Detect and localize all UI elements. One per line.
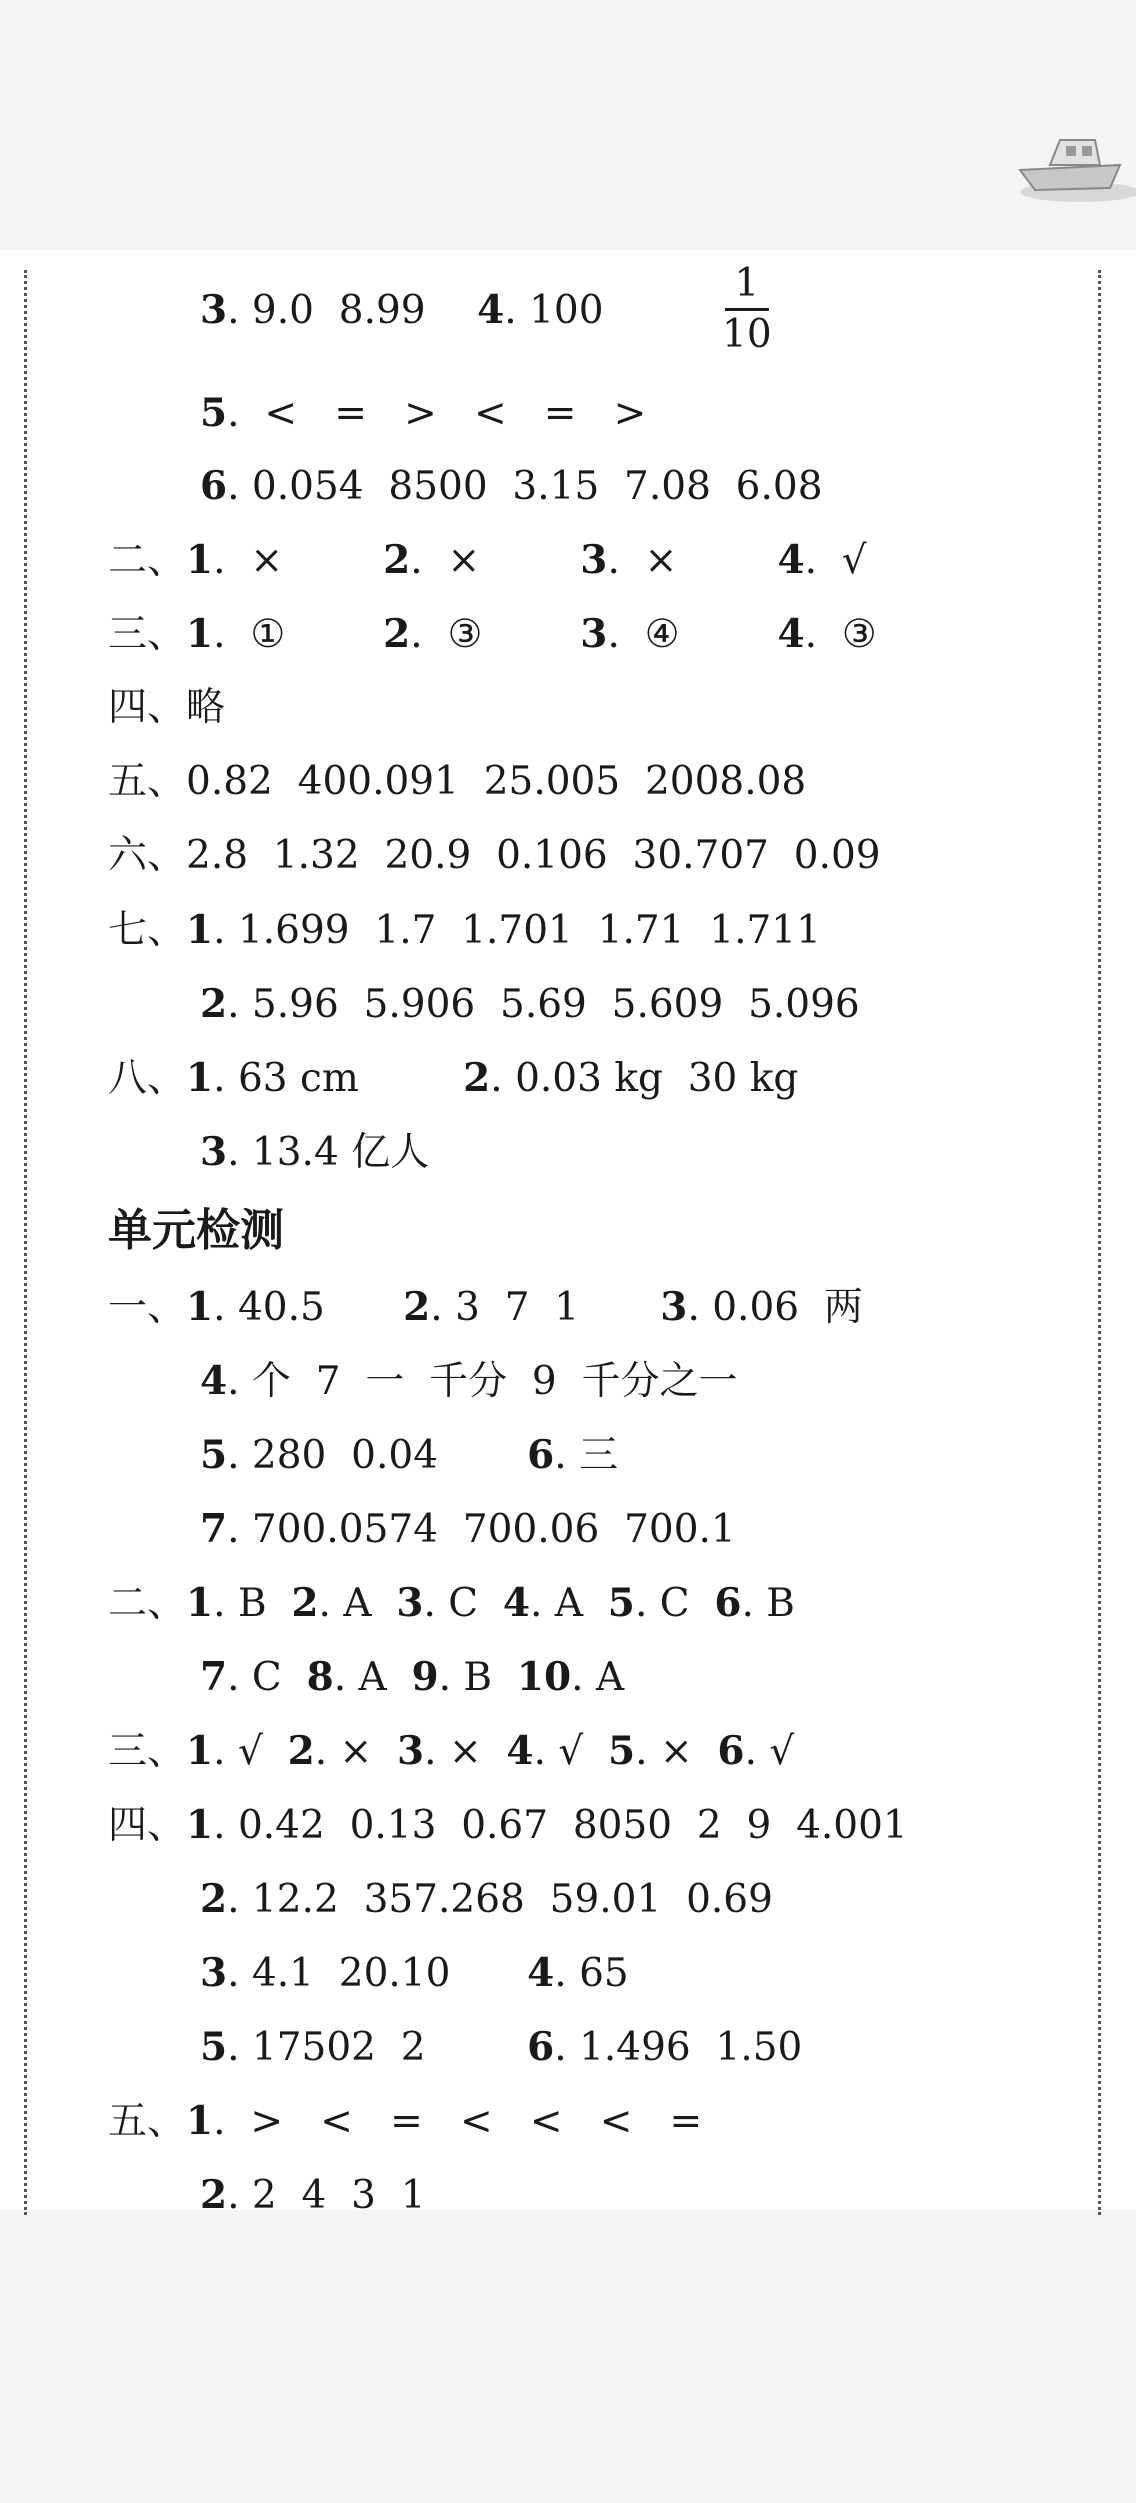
question-number: 2 — [383, 611, 411, 657]
answer-text: . 1.496 1.50 — [554, 2025, 803, 2070]
question-number: 2 — [291, 1580, 319, 1626]
answer-text: . 40.5 — [213, 1285, 325, 1330]
answer-text: . ① — [213, 612, 286, 657]
question-number: 2 — [200, 1876, 228, 1922]
answer-line — [200, 2165, 426, 2225]
question-number: 1 — [186, 1728, 214, 1774]
question-number: 6 — [527, 1432, 555, 1478]
question-number: 1 — [186, 611, 214, 657]
answer-text: . √ — [744, 1729, 795, 1774]
question-number: 5 — [200, 1432, 228, 1478]
question-number: 3 — [397, 1728, 425, 1774]
answer-text: . 2 4 3 1 — [227, 2173, 426, 2218]
answer-line — [200, 1122, 429, 1182]
bottom-margin — [0, 2210, 1136, 2503]
question-number: 8 — [306, 1654, 334, 1700]
answer-text: . 12.2 357.268 59.01 0.69 — [227, 1877, 773, 1922]
answer-line — [108, 1573, 795, 1633]
answer-text: . 65 — [554, 1951, 629, 1996]
question-number: 1 — [186, 537, 214, 583]
answer-text: . A — [318, 1581, 397, 1626]
question-number: 5 — [607, 1580, 635, 1626]
answer-text: . ③ — [804, 612, 877, 657]
answer-text: . A — [530, 1581, 608, 1626]
question-number: 2 — [200, 981, 228, 1027]
answer-text: . 63 cm — [213, 1056, 359, 1101]
answer-text: . √ — [804, 538, 867, 583]
answer-text: . B — [741, 1581, 795, 1626]
question-number: 3 — [200, 287, 228, 333]
question-number: 3 — [580, 537, 608, 583]
question-number: 6 — [714, 1580, 742, 1626]
answer-text: . × — [635, 1729, 718, 1774]
question-number: 2 — [200, 2172, 228, 2218]
question-number: 9 — [411, 1654, 439, 1700]
left-dotted-border — [24, 270, 27, 2215]
question-number: 4 — [527, 1950, 555, 1996]
question-number: 6 — [200, 463, 228, 509]
answer-text: . 13.4 亿人 — [227, 1130, 430, 1175]
answer-text: 四、略 — [108, 685, 226, 730]
answer-text: . C — [423, 1581, 503, 1626]
answer-text: 六、2.8 1.32 20.9 0.106 30.707 0.09 — [108, 833, 881, 878]
fraction-numerator: 1 — [734, 261, 760, 306]
question-number: 1 — [186, 1802, 214, 1848]
answer-text: . C — [227, 1655, 307, 1700]
answer-text: . B — [438, 1655, 517, 1700]
boat-illustration-icon — [1000, 110, 1136, 210]
answer-text: . < = > < = > — [227, 391, 647, 436]
answer-text: 一、 — [108, 1285, 187, 1330]
fraction-one-tenth — [722, 262, 772, 357]
answer-text: . 5.96 5.906 5.69 5.609 5.096 — [227, 982, 860, 1027]
answer-line — [108, 752, 806, 812]
answer-text: 三、 — [108, 1729, 187, 1774]
answer-text: . × — [314, 1729, 398, 1774]
question-number: 4 — [777, 537, 805, 583]
question-number: 4 — [777, 611, 805, 657]
answer-text: . 0.06 两 — [687, 1285, 863, 1330]
answer-text: . 0.054 8500 3.15 7.08 6.08 — [227, 464, 823, 509]
answer-line — [108, 1795, 908, 1855]
question-number: 6 — [717, 1728, 745, 1774]
answer-text: . 4.1 20.10 — [227, 1951, 451, 1996]
answer-line — [200, 1869, 773, 1929]
question-number: 6 — [527, 2024, 555, 2070]
question-number: 3 — [396, 1580, 424, 1626]
question-number: 4 — [477, 287, 505, 333]
answer-text: 五、0.82 400.091 25.005 2008.08 — [108, 759, 807, 804]
question-number: 4 — [200, 1358, 228, 1404]
answer-line — [108, 530, 867, 590]
question-number: 3 — [200, 1950, 228, 1996]
answer-text: 三、 — [108, 612, 187, 657]
answer-line — [200, 1351, 738, 1411]
answer-text: . ③ — [410, 612, 483, 657]
answer-text: . 0.03 kg 30 kg — [490, 1056, 799, 1101]
answer-text: . × — [213, 538, 284, 583]
answer-text: . × — [607, 538, 678, 583]
answer-text: . × — [424, 1729, 507, 1774]
answer-text: 四、 — [108, 1803, 187, 1848]
question-number: 3 — [580, 611, 608, 657]
question-number: 5 — [608, 1728, 636, 1774]
question-number: 7 — [200, 1654, 228, 1700]
answer-line — [200, 456, 823, 516]
answer-text: 二、 — [108, 1581, 187, 1626]
question-number: 2 — [463, 1055, 491, 1101]
answer-text: 二、 — [108, 538, 187, 583]
answer-line — [108, 1277, 863, 1337]
question-number: 1 — [186, 1055, 214, 1101]
question-number: 1 — [186, 1284, 214, 1330]
answer-text: . ④ — [607, 612, 680, 657]
answer-text: . 17502 2 — [227, 2025, 426, 2070]
answer-text: . 3 7 1 — [430, 1285, 580, 1330]
answer-line — [108, 678, 225, 738]
question-number: 3 — [200, 1129, 228, 1175]
question-number: 4 — [502, 1580, 531, 1626]
fraction-denominator: 10 — [722, 312, 772, 357]
answer-line — [200, 2017, 802, 2077]
answer-text: . √ — [533, 1729, 609, 1774]
answer-text: . 1.699 1.7 1.701 1.71 1.711 — [213, 908, 821, 953]
question-number: 7 — [200, 1506, 228, 1552]
top-margin — [0, 0, 1136, 250]
question-number: 1 — [186, 2098, 214, 2144]
answer-text: . 280 0.04 — [227, 1433, 439, 1478]
answer-text: 五、 — [108, 2099, 187, 2144]
answer-line — [108, 1048, 798, 1108]
question-number: 5 — [200, 390, 228, 436]
answer-text: . 三 — [554, 1433, 619, 1478]
question-number: 10 — [516, 1654, 572, 1700]
answer-line — [200, 1647, 624, 1707]
answer-line — [200, 1499, 736, 1559]
answer-text: . 0.42 0.13 0.67 8050 2 9 4.001 — [213, 1803, 908, 1848]
answer-text: . 700.0574 700.06 700.1 — [227, 1507, 736, 1552]
section-heading: 单元检测 — [108, 1205, 284, 1256]
answer-line — [200, 1943, 629, 2003]
answer-line — [108, 604, 877, 664]
answer-text: . 100 — [504, 288, 604, 333]
question-number: 2 — [383, 537, 411, 583]
question-number: 2 — [287, 1728, 315, 1774]
answer-text: . > < = < < < = — [213, 2099, 703, 2144]
answer-text: . B — [213, 1581, 292, 1626]
answer-line — [108, 2091, 702, 2151]
answer-line — [200, 974, 860, 1034]
answer-line — [108, 1721, 794, 1781]
question-number: 3 — [660, 1284, 688, 1330]
answer-text: . × — [410, 538, 481, 583]
question-number: 4 — [506, 1728, 534, 1774]
answer-line — [200, 280, 604, 340]
question-number: 1 — [186, 907, 214, 953]
answer-line — [200, 383, 646, 443]
answer-line — [108, 826, 881, 886]
answer-text: 八、 — [108, 1056, 187, 1101]
answer-text: . √ — [213, 1729, 288, 1774]
question-number: 1 — [186, 1580, 214, 1626]
question-number: 2 — [403, 1284, 431, 1330]
answer-text: . C — [634, 1581, 715, 1626]
answer-line — [108, 900, 821, 960]
question-number: 5 — [200, 2024, 228, 2070]
answer-text: . A — [571, 1655, 625, 1700]
right-dotted-border — [1098, 270, 1101, 2215]
answer-text: 七、 — [108, 908, 187, 953]
answer-text: . 9.0 8.99 — [227, 288, 426, 333]
answer-text: . 个 7 一 千分 9 千分之一 — [227, 1359, 738, 1404]
answer-line — [200, 1425, 618, 1485]
answer-text: . A — [333, 1655, 412, 1700]
